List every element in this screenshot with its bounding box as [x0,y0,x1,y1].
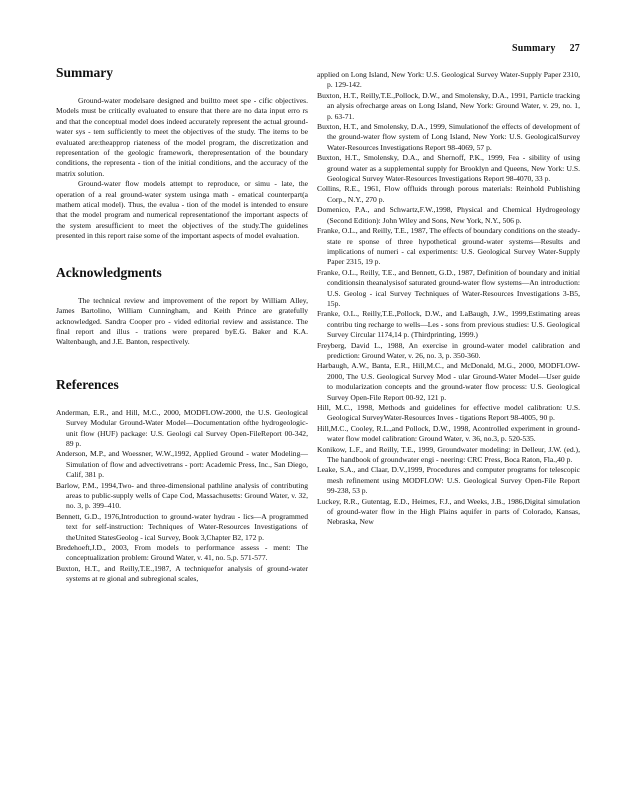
reference-entry: Buxton, H.T., and Smolensky, D.A., 1999, Simulationof the effects of development of the ground-water flow system of Long Island, New York: U.S. GeologicalSurvey Water-Resources Investigations Report 98-4069, 57 p. [317,122,580,152]
reference-entry: Harbaugh, A.W., Banta, E.R., Hill,M.C., and McDonald, M.G., 2000, MODFLOW-2000, The U.S. Geological Survey Mod - ular Ground-Water Model—User guide to modularization concepts and the ground-water flow process: U.S. Geological Survey Open-File Report 00-92, 121 p. [317,361,580,402]
reference-entry: Buxton, H.T., and Reilly,T.E.,1987, A techniquefor analysis of ground-water systems at re gional and subregional scales, [56,563,308,584]
reference-entry: Collins, R.E., 1961, Flow offluids through porous materials: Reinhold Publishing Corp., N.Y., 270 p. [317,184,580,204]
summary-paragraph-2: Ground-water flow models attempt to reproduce, or simu - late, the operation of a real ground-water system usinga math - ematical counterpart(a mathem atical model). Thus, the evalua - tion of the model is intended to ensure that the model program and numerical representationof the important aspects of the system aresufficient to meet the objectives of the study.The guidelines presented in this report raise some of the important aspects of model evaluation. [56,179,308,241]
reference-entry: Hill, M.C., 1998, Methods and guidelines for effective model calibration: U.S. Geological SurveyWater-Resources Inves - tigations Report 98-4005, 90 p. [317,403,580,423]
reference-entry: Luckey, R.R., Gutentag, E.D., Heimes, F.J., and Weeks, J.B., 1986,Digital simulation of ground-water flow in the High Plains aquifer in parts of Colorado, Kansas, Nebraska, New [317,496,580,527]
acknowledgments-heading: Acknowledgments [56,264,162,280]
reference-entry: Bredehoeft,J.D., 2003, From models to performance assess - ment: The conceptualization problem: Ground Water, v. 41, no. 5,p. 571-577. [56,543,308,563]
running-header-title: Summary [511,43,556,54]
summary-paragraph-1: Ground-water modelsare designed and builtto meet spe - cific objectives. Models must be critically evaluated to ensure that there are no data input erro rs and that the conceptual model does indeed accurately represent the actual ground-water sys - tem sufficiently to meet the objectives of the study. The items to be evaluated are:theapprop riateness of the model program, the discretization and representation of the geologic framework, therepresentation of the boundary conditions, the representa - tion of the initial conditions, and the accuracy of the matrix solution. [56,96,308,178]
reference-entry: Hill,M.C., Cooley, R.L.,and Pollock, D.W., 1998, Acontrolled experiment in ground-water flow model calibration: Ground Water, v. 36, no.3, p. 520-535. [317,423,580,444]
right-column [317,70,580,528]
references-heading: References [56,376,119,392]
reference-entry: Anderman, E.R., and Hill, M.C., 2000, MODFLOW-2000, the U.S. Geological Survey Modular Ground-Water Model—Documentation ofthe hydrogeologic-unit flow (HUF) package: U.S. Geologi cal Survey Open-FileReport 00-342, 89 p. [56,407,308,448]
reference-entry: Barlow, P.M., 1994,Two- and three-dimensional pathline analysis of contributing areas to public-supply wells of Cape Cod, Massachusetts: Ground Water, v. 32, no. 3, p. 399–410. [56,480,308,511]
reference-entry: Bennett, G.D., 1976,Introduction to ground-water hydrau - lics—A programmed text for self-instruction: Techniques of Water-Resources Investigations of theUnited StatesGeolog - ical Survey, Book 3,Chapter B2, 172 p. [56,511,308,542]
reference-entry: Anderson, M.P., and Woessner, W.W.,1992, Applied Ground - water Modeling—Simulation of flow and advectivetrans - port: Academic Press, Inc., San Diego, Calif, 381 p. [56,449,308,480]
reference-entry: Buxton, H.T., Reilly,T.E.,Pollock, D.W., and Smolensky, D.A., 1991, Particle tracking an alysis ofrecharge areas on Long Island, New York: Ground Water, v. 29, no. 1, p. 63-71. [317,90,580,121]
reference-entry: Franke, O.L., and Reilly, T.E., 1987, The effects of boundary conditions on the steady-state re sponse of three hypothetical ground-water systems—Results and implications of numeri - cal experiments: U.S. Geological Survey Water-Supply Paper 2315, 19 p. [317,226,580,267]
reference-entry: Leake, S.A., and Claar, D.V.,1999, Procedures and computer programs for telescopic mesh refinement using MODFLOW: U.S. Geological Survey Open-File Report 99-238, 53 p. [317,465,580,496]
reference-entry: Franke, O.L., Reilly, T.E., and Bennett, G.D., 1987, Definition of boundary and initial conditionsin theanalysisof saturated ground-water flow systems—An introduction: U.S. Geolog - ical Survey Techniques of Water-Resources Investigations 3-B5, 15p. [317,267,580,308]
summary-heading: Summary [56,65,113,80]
page-number: 27 [569,43,580,54]
reference-entry: Freyberg, David L., 1988, An exercise in ground-water model calibration and prediction: Ground Water, v. 26, no. 3, p. 350-360. [317,340,580,360]
running-header [512,43,580,54]
reference-entry: Konikow, L.F., and Reilly, T.E., 1999, Groundwater modeling: in Delleur, J.W. (ed.), The handbook of groundwater engi - neering: CRC Press, Boca Raton, Fla.,40 p. [317,444,580,465]
reference-entry-continued: applied on Long Island, New York: U.S. Geological Survey Water-Supply Paper 2310, p. 129-142. [317,70,580,90]
reference-entry: Domenico, P.A., and Schwartz,F.W.,1998, Physical and Chemical Hydrogeology (Second Edition): John Wiley and Sons, New York, N.Y., 506 p. [317,205,580,225]
reference-entry: Franke, O.L., Reilly,T.E.,Pollock, D.W., and LaBaugh, J.W., 1999,Estimating areas contribu ting recharge to wells—Les - sons from previous studies: U.S. Geological Survey Circular 1174,14 p. (Thirdprinting, 1999.) [317,309,580,340]
acknowledgments-paragraph: The technical review and improvement of the report by William Alley, James Bartolino, William Cunningham, and Keith Prince are gratefully acknowledged. Sandra Cooper pro - vided editorial review and assistance. The final report and illus - trations were prepared byE.G. Baker and K.A. Waltenbaugh, and J.E. Banton, respectively. [56,295,308,347]
left-column [56,66,308,585]
reference-entry: Buxton, H.T., Smolensky, D.A., and Shernoff, P.K., 1999, Fea - sibility of using ground water as a supplemental supply for Brooklyn and Queens, New York: U.S. Geological Survey Water-Resources Investigations Report 98-4070, 33 p. [317,153,580,184]
